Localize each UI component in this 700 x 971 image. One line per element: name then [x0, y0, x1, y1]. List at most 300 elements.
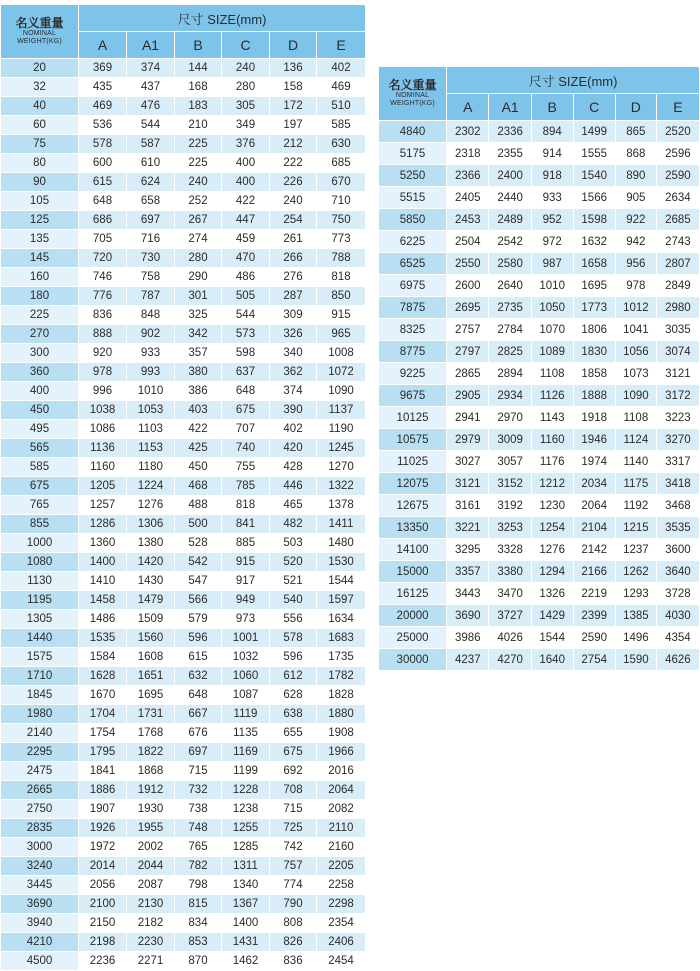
cell-dimension: 1176 [531, 451, 573, 473]
cell-dimension: 544 [127, 116, 175, 135]
cell-dimension: 2406 [317, 933, 366, 952]
cell-dimension: 1060 [222, 667, 270, 686]
cell-dimension: 632 [175, 667, 222, 686]
cell-dimension: 1806 [573, 319, 615, 341]
cell-nominal-weight: 1980 [1, 705, 79, 724]
column-header-a1: A1 [489, 94, 531, 121]
cell-dimension: 1735 [317, 648, 366, 667]
cell-dimension: 402 [317, 59, 366, 78]
cell-nominal-weight: 565 [1, 439, 79, 458]
cell-nominal-weight: 2475 [1, 762, 79, 781]
cell-dimension: 437 [127, 78, 175, 97]
cell-dimension: 1566 [573, 187, 615, 209]
cell-dimension: 482 [270, 515, 317, 534]
cell-dimension: 1053 [127, 401, 175, 420]
column-header-d: D [615, 94, 656, 121]
cell-dimension: 1041 [615, 319, 656, 341]
cell-dimension: 144 [175, 59, 222, 78]
cell-dimension: 2743 [656, 231, 699, 253]
cell-dimension: 226 [270, 173, 317, 192]
cell-nominal-weight: 2750 [1, 800, 79, 819]
cell-dimension: 428 [270, 458, 317, 477]
cell-nominal-weight: 765 [1, 496, 79, 515]
table-row [379, 363, 700, 385]
table-row [1, 800, 366, 819]
cell-dimension: 788 [317, 249, 366, 268]
table-row [1, 306, 366, 325]
cell-dimension: 566 [175, 591, 222, 610]
cell-dimension: 1597 [317, 591, 366, 610]
cell-dimension: 2454 [317, 952, 366, 971]
table-row [379, 121, 700, 143]
table-row [1, 363, 366, 382]
cell-dimension: 536 [79, 116, 127, 135]
cell-dimension: 1293 [615, 583, 656, 605]
cell-nominal-weight: 125 [1, 211, 79, 230]
cell-nominal-weight: 6975 [379, 275, 447, 297]
cell-nominal-weight: 25000 [379, 627, 447, 649]
cell-dimension: 3152 [489, 473, 531, 495]
cell-dimension: 136 [270, 59, 317, 78]
cell-dimension: 1431 [222, 933, 270, 952]
cell-dimension: 2205 [317, 857, 366, 876]
cell-nominal-weight: 1575 [1, 648, 79, 667]
cell-dimension: 1175 [615, 473, 656, 495]
table-row [1, 819, 366, 838]
cell-dimension: 850 [317, 287, 366, 306]
cell-dimension: 309 [270, 306, 317, 325]
cell-dimension: 697 [127, 211, 175, 230]
cell-dimension: 836 [79, 306, 127, 325]
cell-dimension: 1841 [79, 762, 127, 781]
cell-dimension: 422 [222, 192, 270, 211]
cell-dimension: 841 [222, 515, 270, 534]
table-row [1, 211, 366, 230]
table-row [1, 933, 366, 952]
cell-dimension: 1410 [79, 572, 127, 591]
cell-dimension: 697 [175, 743, 222, 762]
cell-nominal-weight: 400 [1, 382, 79, 401]
cell-dimension: 757 [270, 857, 317, 876]
cell-dimension: 2542 [489, 231, 531, 253]
cell-dimension: 521 [270, 572, 317, 591]
cell-dimension: 447 [222, 211, 270, 230]
table-row [379, 187, 700, 209]
cell-dimension: 1886 [79, 781, 127, 800]
cell-dimension: 3986 [447, 627, 489, 649]
cell-dimension: 865 [615, 121, 656, 143]
cell-dimension: 505 [222, 287, 270, 306]
cell-dimension: 4026 [489, 627, 531, 649]
cell-dimension: 2160 [317, 838, 366, 857]
cell-dimension: 3600 [656, 539, 699, 561]
cell-dimension: 1190 [317, 420, 366, 439]
cell-dimension: 3121 [656, 363, 699, 385]
cell-dimension: 1628 [79, 667, 127, 686]
cell-dimension: 790 [270, 895, 317, 914]
cell-dimension: 933 [127, 344, 175, 363]
cell-dimension: 1090 [615, 385, 656, 407]
cell-dimension: 1137 [317, 401, 366, 420]
cell-dimension: 956 [615, 253, 656, 275]
cell-dimension: 403 [175, 401, 222, 420]
cell-dimension: 2757 [447, 319, 489, 341]
cell-dimension: 2405 [447, 187, 489, 209]
cell-dimension: 1400 [79, 553, 127, 572]
cell-dimension: 459 [222, 230, 270, 249]
cell-dimension: 578 [79, 135, 127, 154]
cell-dimension: 730 [127, 249, 175, 268]
cell-dimension: 758 [127, 268, 175, 287]
cell-dimension: 915 [222, 553, 270, 572]
cell-nominal-weight: 9675 [379, 385, 447, 407]
cell-dimension: 225 [175, 135, 222, 154]
cell-nominal-weight: 12075 [379, 473, 447, 495]
cell-dimension: 425 [175, 439, 222, 458]
table-row [379, 539, 700, 561]
cell-dimension: 1032 [222, 648, 270, 667]
cell-dimension: 2318 [447, 143, 489, 165]
cell-dimension: 755 [222, 458, 270, 477]
nominal-weight-label-en2: WEIGHT(KG) [390, 100, 435, 108]
cell-nominal-weight: 1080 [1, 553, 79, 572]
cell-dimension: 1496 [615, 627, 656, 649]
cell-dimension: 340 [270, 344, 317, 363]
cell-dimension: 326 [270, 325, 317, 344]
cell-dimension: 1367 [222, 895, 270, 914]
cell-dimension: 710 [317, 192, 366, 211]
cell-dimension: 3640 [656, 561, 699, 583]
table-row [1, 610, 366, 629]
cell-dimension: 2014 [79, 857, 127, 876]
cell-dimension: 1868 [127, 762, 175, 781]
cell-dimension: 1090 [317, 382, 366, 401]
cell-dimension: 742 [270, 838, 317, 857]
cell-dimension: 1584 [79, 648, 127, 667]
cell-dimension: 2298 [317, 895, 366, 914]
cell-dimension: 1972 [79, 838, 127, 857]
cell-dimension: 1560 [127, 629, 175, 648]
table-row [1, 477, 366, 496]
cell-dimension: 1010 [127, 382, 175, 401]
cell-dimension: 1326 [531, 583, 573, 605]
cell-nominal-weight: 12675 [379, 495, 447, 517]
cell-dimension: 2302 [447, 121, 489, 143]
cell-dimension: 1912 [127, 781, 175, 800]
table-row [1, 591, 366, 610]
cell-dimension: 1670 [79, 686, 127, 705]
cell-dimension: 342 [175, 325, 222, 344]
size-group-header: 尺寸 SIZE(mm) [447, 67, 700, 94]
cell-nominal-weight: 40 [1, 97, 79, 116]
column-header-b: B [175, 32, 222, 59]
cell-nominal-weight: 225 [1, 306, 79, 325]
cell-dimension: 172 [270, 97, 317, 116]
cell-dimension: 798 [175, 876, 222, 895]
cell-dimension: 933 [531, 187, 573, 209]
cell-dimension: 725 [270, 819, 317, 838]
cell-dimension: 2142 [573, 539, 615, 561]
cell-dimension: 2336 [489, 121, 531, 143]
cell-dimension: 450 [175, 458, 222, 477]
cell-dimension: 765 [175, 838, 222, 857]
cell-dimension: 1180 [127, 458, 175, 477]
table-row [1, 952, 366, 971]
cell-dimension: 2064 [573, 495, 615, 517]
cell-dimension: 2865 [447, 363, 489, 385]
cell-nominal-weight: 2835 [1, 819, 79, 838]
cell-dimension: 1073 [615, 363, 656, 385]
cell-dimension: 1119 [222, 705, 270, 724]
cell-dimension: 1966 [317, 743, 366, 762]
cell-dimension: 2056 [79, 876, 127, 895]
cell-dimension: 707 [222, 420, 270, 439]
cell-nominal-weight: 5250 [379, 165, 447, 187]
cell-dimension: 1070 [531, 319, 573, 341]
cell-dimension: 469 [317, 78, 366, 97]
cell-dimension: 3121 [447, 473, 489, 495]
cell-dimension: 357 [175, 344, 222, 363]
cell-dimension: 1306 [127, 515, 175, 534]
table-row [1, 135, 366, 154]
table-row [1, 762, 366, 781]
cell-dimension: 624 [127, 173, 175, 192]
cell-dimension: 528 [175, 534, 222, 553]
cell-nominal-weight: 495 [1, 420, 79, 439]
cell-dimension: 4270 [489, 649, 531, 671]
table-row [379, 429, 700, 451]
cell-dimension: 1108 [531, 363, 573, 385]
table-row [1, 420, 366, 439]
cell-dimension: 2640 [489, 275, 531, 297]
cell-dimension: 369 [79, 59, 127, 78]
cell-dimension: 1270 [317, 458, 366, 477]
cell-dimension: 579 [175, 610, 222, 629]
cell-dimension: 782 [175, 857, 222, 876]
cell-dimension: 888 [79, 325, 127, 344]
cell-dimension: 573 [222, 325, 270, 344]
cell-dimension: 280 [222, 78, 270, 97]
table-row [1, 192, 366, 211]
cell-dimension: 973 [222, 610, 270, 629]
table-row [1, 648, 366, 667]
cell-dimension: 808 [270, 914, 317, 933]
cell-dimension: 3221 [447, 517, 489, 539]
table-row [379, 165, 700, 187]
cell-dimension: 1608 [127, 648, 175, 667]
weight-size-table-left [0, 4, 366, 971]
cell-nominal-weight: 3240 [1, 857, 79, 876]
cell-dimension: 1056 [615, 341, 656, 363]
cell-dimension: 1108 [615, 407, 656, 429]
table-row [379, 517, 700, 539]
cell-nominal-weight: 90 [1, 173, 79, 192]
cell-dimension: 1704 [79, 705, 127, 724]
table-row [379, 143, 700, 165]
cell-dimension: 4354 [656, 627, 699, 649]
cell-dimension: 885 [222, 534, 270, 553]
table-row [1, 914, 366, 933]
cell-dimension: 2354 [317, 914, 366, 933]
cell-dimension: 1926 [79, 819, 127, 838]
cell-dimension: 902 [127, 325, 175, 344]
cell-dimension: 1462 [222, 952, 270, 971]
cell-dimension: 1598 [573, 209, 615, 231]
cell-dimension: 1340 [222, 876, 270, 895]
cell-dimension: 1012 [615, 297, 656, 319]
cell-dimension: 2236 [79, 952, 127, 971]
cell-dimension: 2735 [489, 297, 531, 319]
cell-dimension: 1245 [317, 439, 366, 458]
cell-dimension: 2596 [656, 143, 699, 165]
cell-dimension: 1908 [317, 724, 366, 743]
column-header-e: E [656, 94, 699, 121]
cell-nominal-weight: 1305 [1, 610, 79, 629]
cell-dimension: 2550 [447, 253, 489, 275]
cell-dimension: 1535 [79, 629, 127, 648]
table-right-header [379, 67, 700, 121]
cell-dimension: 2366 [447, 165, 489, 187]
table-row [1, 401, 366, 420]
cell-dimension: 1238 [222, 800, 270, 819]
cell-dimension: 1160 [79, 458, 127, 477]
cell-nominal-weight: 14100 [379, 539, 447, 561]
cell-dimension: 3074 [656, 341, 699, 363]
cell-dimension: 380 [175, 363, 222, 382]
cell-dimension: 1212 [531, 473, 573, 495]
cell-nominal-weight: 80 [1, 154, 79, 173]
cell-dimension: 465 [270, 496, 317, 515]
cell-nominal-weight: 3690 [1, 895, 79, 914]
cell-dimension: 978 [79, 363, 127, 382]
cell-dimension: 738 [175, 800, 222, 819]
cell-nominal-weight: 1000 [1, 534, 79, 553]
cell-dimension: 787 [127, 287, 175, 306]
cell-dimension: 1230 [531, 495, 573, 517]
table-row [1, 173, 366, 192]
cell-dimension: 469 [79, 97, 127, 116]
cell-dimension: 240 [222, 59, 270, 78]
table-row [1, 154, 366, 173]
cell-dimension: 3690 [447, 605, 489, 627]
cell-dimension: 848 [127, 306, 175, 325]
cell-dimension: 1400 [222, 914, 270, 933]
cell-dimension: 2489 [489, 209, 531, 231]
cell-dimension: 918 [531, 165, 573, 187]
table-row [379, 385, 700, 407]
cell-dimension: 638 [270, 705, 317, 724]
table-row [1, 838, 366, 857]
cell-dimension: 2064 [317, 781, 366, 800]
cell-dimension: 1136 [79, 439, 127, 458]
cell-nominal-weight: 855 [1, 515, 79, 534]
cell-dimension: 1050 [531, 297, 573, 319]
table-row [1, 743, 366, 762]
cell-dimension: 942 [615, 231, 656, 253]
cell-dimension: 715 [175, 762, 222, 781]
cell-dimension: 544 [222, 306, 270, 325]
column-header-d: D [270, 32, 317, 59]
cell-dimension: 402 [270, 420, 317, 439]
cell-dimension: 542 [175, 553, 222, 572]
cell-nominal-weight: 10575 [379, 429, 447, 451]
cell-dimension: 1001 [222, 629, 270, 648]
cell-dimension: 1199 [222, 762, 270, 781]
cell-dimension: 685 [317, 154, 366, 173]
cell-dimension: 2590 [656, 165, 699, 187]
cell-dimension: 197 [270, 116, 317, 135]
cell-dimension: 915 [317, 306, 366, 325]
cell-dimension: 2970 [489, 407, 531, 429]
cell-dimension: 3192 [489, 495, 531, 517]
column-header-a: A [447, 94, 489, 121]
table-row [1, 667, 366, 686]
cell-dimension: 3728 [656, 583, 699, 605]
cell-dimension: 500 [175, 515, 222, 534]
cell-nominal-weight: 5515 [379, 187, 447, 209]
cell-dimension: 675 [270, 743, 317, 762]
cell-dimension: 890 [615, 165, 656, 187]
table-left-body [1, 59, 366, 971]
cell-nominal-weight: 1710 [1, 667, 79, 686]
cell-dimension: 1773 [573, 297, 615, 319]
cell-dimension: 2754 [573, 649, 615, 671]
cell-dimension: 468 [175, 477, 222, 496]
cell-dimension: 3035 [656, 319, 699, 341]
cell-nominal-weight: 3940 [1, 914, 79, 933]
cell-dimension: 965 [317, 325, 366, 344]
cell-dimension: 818 [317, 268, 366, 287]
cell-dimension: 1285 [222, 838, 270, 857]
table-row [1, 553, 366, 572]
cell-dimension: 2453 [447, 209, 489, 231]
cell-dimension: 972 [531, 231, 573, 253]
cell-dimension: 615 [175, 648, 222, 667]
cell-nominal-weight: 1195 [1, 591, 79, 610]
cell-dimension: 785 [222, 477, 270, 496]
cell-dimension: 3009 [489, 429, 531, 451]
nominal-weight-label-en2: WEIGHT(KG) [17, 38, 62, 46]
cell-nominal-weight: 8325 [379, 319, 447, 341]
cell-dimension: 1828 [317, 686, 366, 705]
cell-dimension: 1430 [127, 572, 175, 591]
cell-dimension: 435 [79, 78, 127, 97]
cell-dimension: 1479 [127, 591, 175, 610]
cell-dimension: 2150 [79, 914, 127, 933]
cell-dimension: 1695 [127, 686, 175, 705]
cell-dimension: 1683 [317, 629, 366, 648]
table-row [379, 627, 700, 649]
cell-nominal-weight: 20 [1, 59, 79, 78]
table-row [379, 495, 700, 517]
column-header-a1: A1 [127, 32, 175, 59]
cell-nominal-weight: 11025 [379, 451, 447, 473]
cell-dimension: 834 [175, 914, 222, 933]
table-row [1, 895, 366, 914]
cell-nominal-weight: 7875 [379, 297, 447, 319]
cell-dimension: 2797 [447, 341, 489, 363]
table-row [379, 253, 700, 275]
cell-dimension: 612 [270, 667, 317, 686]
cell-dimension: 1544 [317, 572, 366, 591]
cell-dimension: 1160 [531, 429, 573, 451]
cell-dimension: 2044 [127, 857, 175, 876]
cell-dimension: 3470 [489, 583, 531, 605]
cell-dimension: 610 [127, 154, 175, 173]
table-row [1, 78, 366, 97]
cell-dimension: 1205 [79, 477, 127, 496]
cell-dimension: 1311 [222, 857, 270, 876]
